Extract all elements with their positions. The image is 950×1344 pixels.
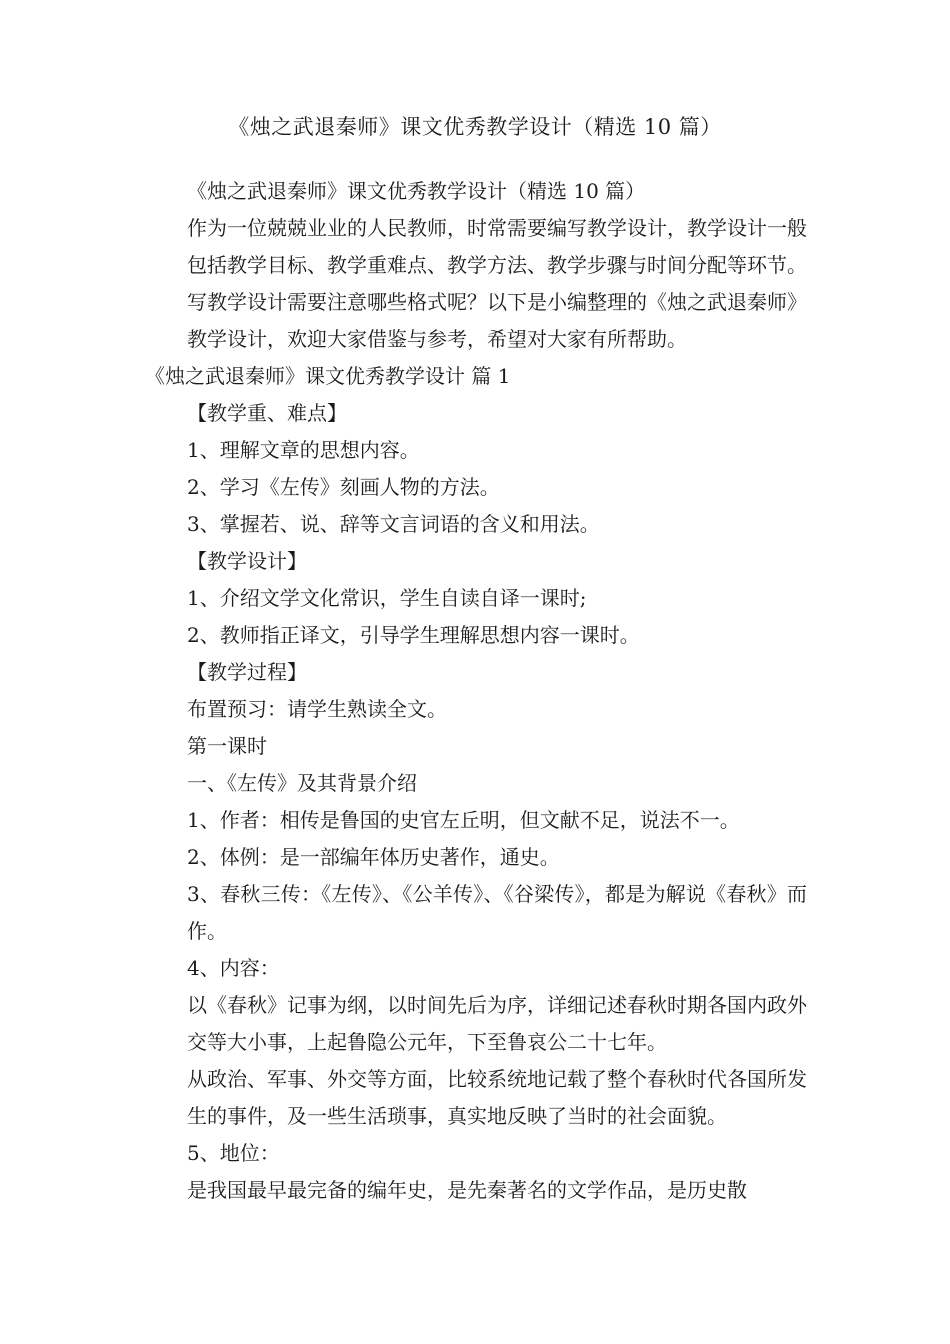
subsection-heading: 【教学设计】	[187, 549, 307, 573]
intro-paragraph: 作为一位兢兢业业的人民教师，时常需要编写教学设计，教学设计一般包括教学目标、教学重难点、教学方法、教学步骤与时间分配等环节。写教学设计需要注意哪些格式呢？以下是小编整理的《烛之武退秦师》教学设计，欢迎大家借鉴与参考，希望对大家有所帮助。	[187, 216, 807, 351]
list-item: 2、体例：是一部编年体历史著作，通史。	[187, 845, 560, 869]
list-item: 4、内容：	[187, 956, 280, 980]
list-item: 1、介绍文学文化常识，学生自读自译一课时;	[187, 586, 587, 610]
subsection-heading: 【教学过程】	[187, 660, 307, 684]
list-item: 3、掌握若、说、辞等文言词语的含义和用法。	[187, 512, 600, 536]
body-paragraph: 以《春秋》记事为纲，以时间先后为序，详细记述春秋时期各国内政外交等大小事，上起鲁隐公元年，下至鲁哀公二十七年。	[187, 993, 807, 1054]
list-item: 1、理解文章的思想内容。	[187, 438, 420, 462]
body-paragraph: 从政治、军事、外交等方面，比较系统地记载了整个春秋时代各国所发生的事件，及一些生活琐事，真实地反映了当时的社会面貌。	[187, 1067, 807, 1128]
subsection-heading: 【教学重、难点】	[187, 401, 347, 425]
list-item: 2、学习《左传》刻画人物的方法。	[187, 475, 500, 499]
list-item: 2、教师指正译文，引导学生理解思想内容一课时。	[187, 623, 640, 647]
lesson-heading: 第一课时	[187, 734, 267, 758]
body-paragraph: 是我国最早最完备的编年史，是先秦著名的文学作品，是历史散	[187, 1178, 747, 1202]
section-heading: 《烛之武退秦师》课文优秀教学设计 篇 1	[145, 364, 511, 388]
topic-heading: 一、《左传》及其背景介绍	[187, 771, 417, 795]
body-paragraph: 布置预习：请学生熟读全文。	[187, 697, 447, 721]
subtitle-paragraph: 《烛之武退秦师》课文优秀教学设计（精选 10 篇）	[187, 179, 646, 203]
document-title: 《烛之武退秦师》课文优秀教学设计（精选 10 篇）	[228, 115, 722, 139]
list-item: 3、春秋三传：《左传》、《公羊传》、《谷梁传》，都是为解说《春秋》而作。	[187, 882, 807, 943]
list-item: 1、作者：相传是鲁国的史官左丘明，但文献不足，说法不一。	[187, 808, 740, 832]
list-item: 5、地位：	[187, 1141, 280, 1165]
document-body	[145, 173, 807, 1209]
